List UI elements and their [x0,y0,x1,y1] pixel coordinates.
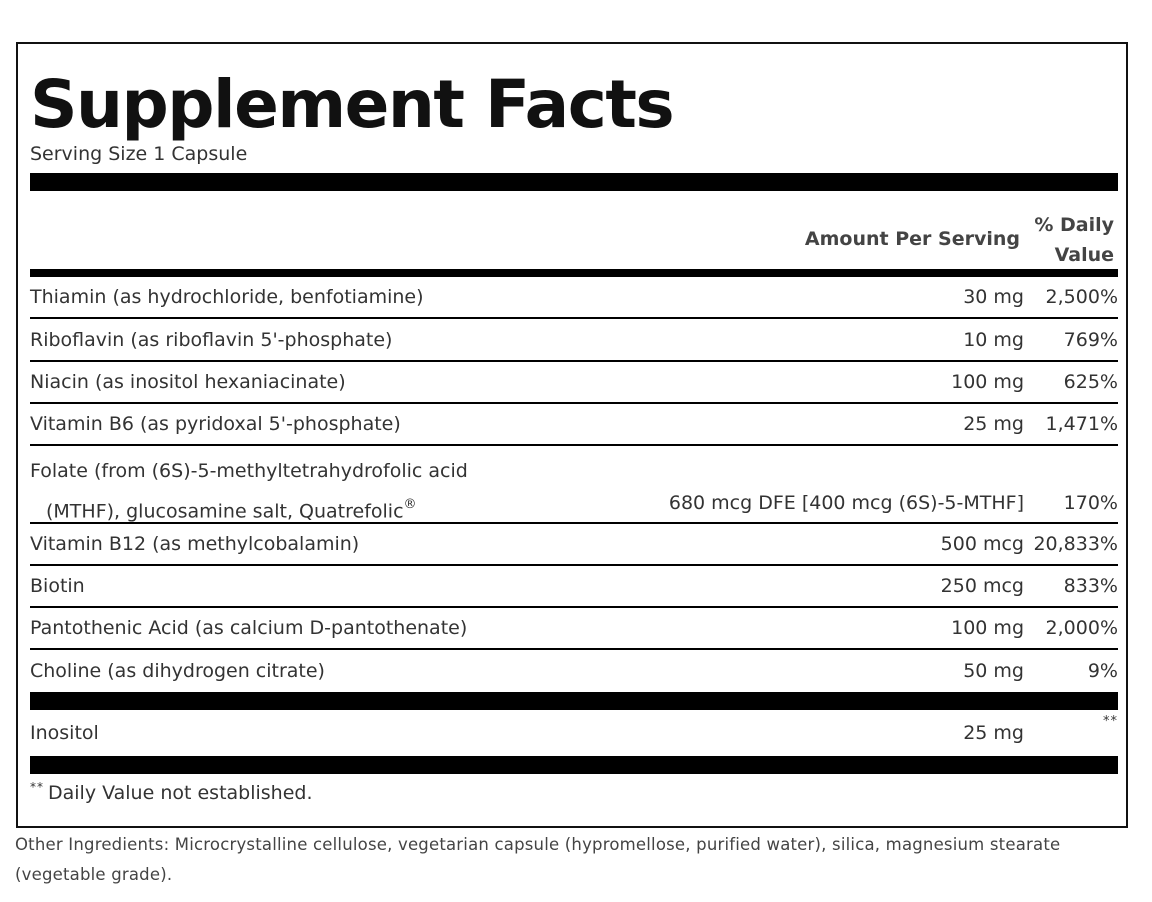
daily-value-not-established-mark: ** [1103,714,1118,729]
nutrient-name: Biotin [30,575,85,597]
nutrient-daily-value: 20,833% [1033,533,1118,555]
header-daily-value [1018,210,1114,270]
nutrient-daily-value: 170% [1063,492,1118,514]
nutrient-name: Pantothenic Acid (as calcium D-pantothenate) [30,617,468,639]
divider-thick [30,173,1118,191]
nutrient-row [30,608,1118,650]
nutrient-amount: 25 mg [963,722,1024,744]
divider-medium [30,269,1118,277]
nutrient-daily-value: 833% [1063,575,1118,597]
nutrient-row [30,566,1118,608]
nutrient-row [30,277,1118,319]
nutrient-amount: 100 mg [951,617,1024,639]
divider-thick [30,756,1118,774]
nutrient-amount: 30 mg [963,286,1024,308]
nutrient-name-line1: Folate (from (6S)-5-methyltetrahydrofolic acid [30,460,468,482]
divider-thick [30,692,1118,710]
nutrient-name: Choline (as dihydrogen citrate) [30,660,325,682]
nutrient-amount: 25 mg [963,413,1024,435]
other-nutrient-row [30,710,1118,756]
nutrient-name: Vitamin B6 (as pyridoxal 5'-phosphate) [30,413,401,435]
nutrient-daily-value: 1,471% [1045,413,1118,435]
footnote-text: Daily Value not established. [48,782,313,804]
nutrient-row [30,446,1118,524]
header-amount-per-serving: Amount Per Serving [804,228,1020,250]
nutrient-amount: 10 mg [963,328,1024,351]
nutrient-daily-value: 2,500% [1045,286,1118,308]
other-ingredients: Other Ingredients: Microcrystalline cellulose, vegetarian capsule (hypromellose, purified water), silica, magnesium stearate (vegetable grade). [15,835,1061,884]
nutrient-name: Riboflavin (as riboflavin 5'-phosphate) [30,328,393,351]
nutrient-name: Inositol [30,722,99,744]
nutrient-amount: 680 mcg DFE [400 mcg (6S)-5-MTHF] [668,492,1024,514]
nutrient-name: Vitamin B12 (as methylcobalamin) [30,533,360,555]
nutrient-daily-value: 769% [1063,328,1118,351]
nutrient-daily-value: 625% [1063,371,1118,393]
nutrient-amount: 500 mcg [940,533,1024,555]
nutrient-daily-value: 9% [1087,660,1118,682]
footnote [30,782,313,804]
nutrient-row [30,362,1118,404]
header-daily-value-line2: Value [1054,244,1114,266]
nutrient-row [30,404,1118,446]
serving-size: Serving Size 1 Capsule [30,143,248,165]
footnote-symbol: ** [30,780,44,794]
nutrient-name-line2-text: (MTHF), glucosamine salt, Quatrefolic [46,500,404,523]
nutrient-row [30,650,1118,692]
supplement-facts-panel [16,42,1128,828]
header-daily-value-line1: % Daily [1034,214,1114,236]
panel-title: Supplement Facts [30,66,674,143]
nutrient-name: Niacin (as inositol hexaniacinate) [30,371,346,393]
nutrient-name: Thiamin (as hydrochloride, benfotiamine) [30,286,424,308]
nutrient-name [30,454,468,522]
nutrient-amount: 100 mg [951,371,1024,393]
registered-mark: ® [403,497,417,512]
nutrient-row [30,524,1118,566]
nutrient-amount: 250 mcg [940,575,1024,597]
nutrient-row [30,319,1118,362]
nutrient-daily-value: 2,000% [1045,617,1118,639]
nutrient-amount: 50 mg [963,660,1024,682]
